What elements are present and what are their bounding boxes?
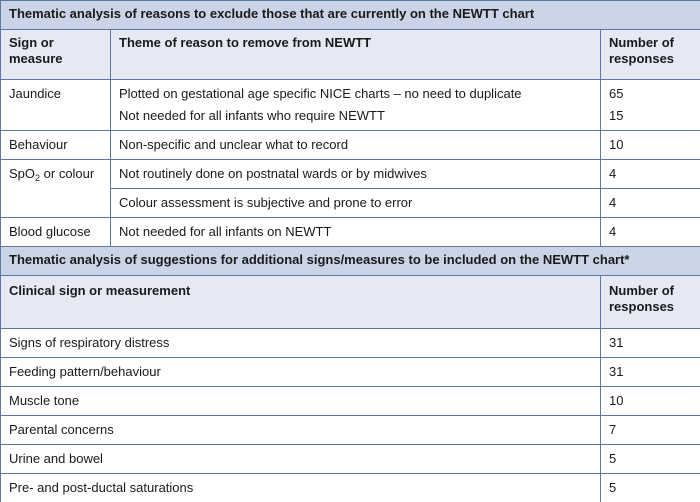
sign-spo2-prefix: SpO bbox=[9, 166, 36, 181]
clinical-sign: Urine and bowel bbox=[1, 445, 601, 474]
clinical-sign: Feeding pattern/behaviour bbox=[1, 358, 601, 387]
header-sign: Sign or measure bbox=[1, 30, 111, 80]
count-jaundice bbox=[601, 80, 700, 131]
header-theme: Theme of reason to remove from NEWTT bbox=[111, 30, 601, 80]
section2-title-row bbox=[1, 247, 700, 276]
count-spo2-2: 4 bbox=[601, 189, 700, 218]
table-row bbox=[1, 445, 700, 474]
count-jaundice-2: 15 bbox=[609, 108, 624, 123]
theme-spo2-2: Colour assessment is subjective and prone to error bbox=[111, 189, 601, 218]
clinical-count: 7 bbox=[601, 416, 700, 445]
theme-jaundice-2: Not needed for all infants who require NEWTT bbox=[119, 108, 385, 123]
table-row bbox=[1, 416, 700, 445]
table-row bbox=[1, 329, 700, 358]
theme-jaundice-1: Plotted on gestational age specific NICE charts – no need to duplicate bbox=[119, 86, 522, 101]
clinical-count: 5 bbox=[601, 445, 700, 474]
theme-spo2-1: Not routinely done on postnatal wards or by midwives bbox=[111, 160, 601, 189]
clinical-count: 10 bbox=[601, 387, 700, 416]
table-row-glucose bbox=[1, 218, 700, 247]
table-row-behaviour bbox=[1, 131, 700, 160]
sign-jaundice: Jaundice bbox=[1, 80, 111, 131]
count-behaviour: 10 bbox=[601, 131, 700, 160]
theme-jaundice bbox=[111, 80, 601, 131]
clinical-count: 5 bbox=[601, 474, 700, 502]
table-row-jaundice bbox=[1, 80, 700, 131]
section1-header-row bbox=[1, 30, 700, 80]
table-row bbox=[1, 387, 700, 416]
theme-glucose: Not needed for all infants on NEWTT bbox=[111, 218, 601, 247]
header-count: Number of responses bbox=[601, 30, 700, 80]
count-jaundice-1: 65 bbox=[609, 86, 624, 101]
section1-title-row bbox=[1, 1, 700, 30]
clinical-count: 31 bbox=[601, 329, 700, 358]
sign-spo2 bbox=[1, 160, 111, 218]
sign-glucose: Blood glucose bbox=[1, 218, 111, 247]
sign-spo2-sub: 2 bbox=[35, 173, 41, 183]
section1-title: Thematic analysis of reasons to exclude those that are currently on the NEWTT chart bbox=[1, 1, 700, 30]
sign-spo2-suffix: or colour bbox=[40, 166, 95, 181]
table-row-spo2-1 bbox=[1, 160, 700, 189]
theme-behaviour: Non-specific and unclear what to record bbox=[111, 131, 601, 160]
clinical-sign: Signs of respiratory distress bbox=[1, 329, 601, 358]
header-count-2: Number of responses bbox=[601, 276, 700, 329]
clinical-sign: Muscle tone bbox=[1, 387, 601, 416]
clinical-count: 31 bbox=[601, 358, 700, 387]
count-glucose: 4 bbox=[601, 218, 700, 247]
section2-title: Thematic analysis of suggestions for additional signs/measures to be included on the NEWTT chart* bbox=[1, 247, 700, 276]
clinical-sign: Parental concerns bbox=[1, 416, 601, 445]
count-spo2-1: 4 bbox=[601, 160, 700, 189]
header-clinical-sign: Clinical sign or measurement bbox=[1, 276, 601, 329]
table-row bbox=[1, 358, 700, 387]
sign-behaviour: Behaviour bbox=[1, 131, 111, 160]
clinical-sign: Pre- and post-ductal saturations bbox=[1, 474, 601, 502]
table-row bbox=[1, 474, 700, 502]
section2-header-row bbox=[1, 276, 700, 329]
